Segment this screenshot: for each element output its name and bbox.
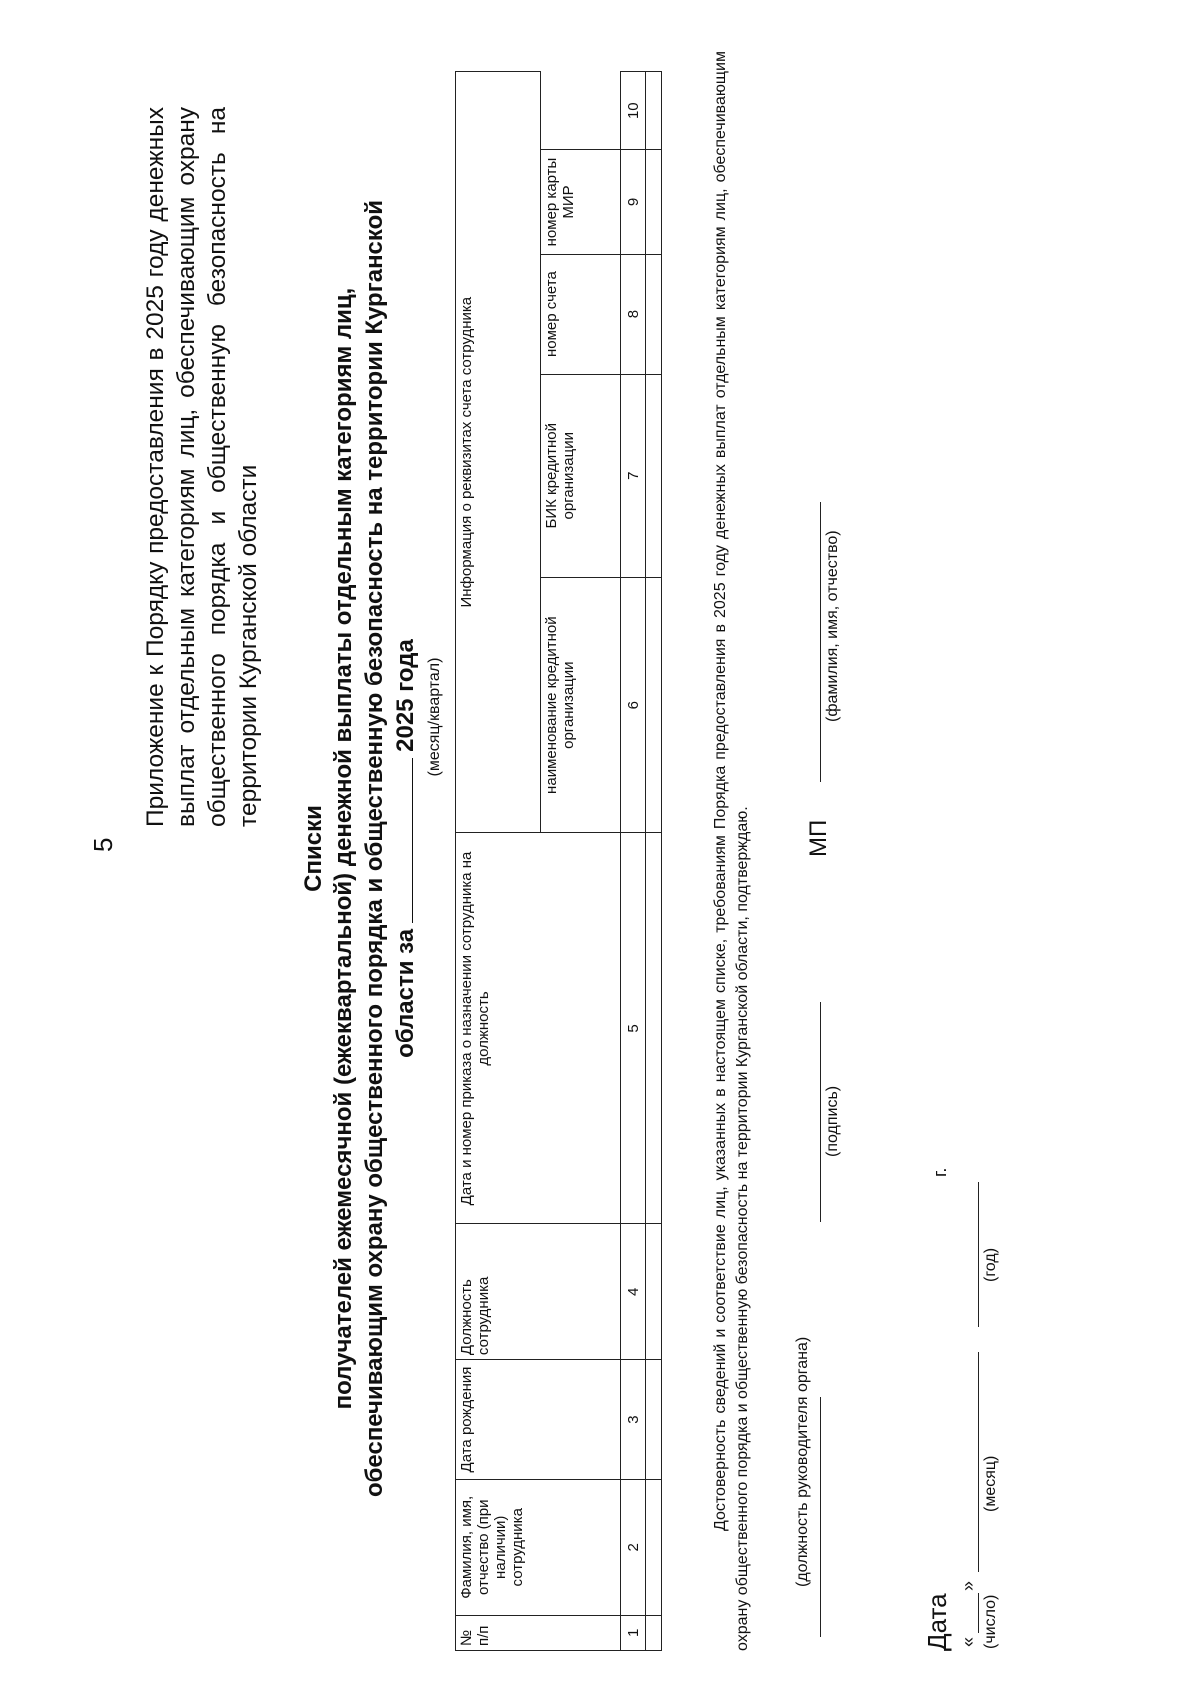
header-mir-card-number: номер карты МИР: [541, 150, 621, 254]
column-number: 4: [621, 1224, 646, 1360]
year-suffix: г.: [930, 1167, 950, 1177]
title-line-4: [392, 0, 420, 1697]
table-cell[interactable]: [646, 1224, 662, 1360]
column-number: 9: [621, 150, 646, 254]
column-number: 7: [621, 374, 646, 577]
header-number: № п/п: [456, 1615, 621, 1650]
title-line-3: обеспечивающим охрану общественного порядка и общественную безопасность на территории Курганской: [361, 199, 388, 1498]
table-cell[interactable]: [646, 577, 662, 833]
table-cell[interactable]: [646, 833, 662, 1224]
table-cell[interactable]: [646, 72, 662, 150]
header-bank-bik: БИК кредитной организации: [541, 374, 621, 577]
table-cell[interactable]: [646, 254, 662, 374]
title-period-suffix: 2025 года: [392, 639, 419, 752]
appendix-note: Приложение к Порядку предоставления в 2025 году денежных выплат отдельным категориям лиц, обеспечивающим охрану общественного порядка и общественную безопасность на территории Курганской области: [142, 107, 262, 827]
header-account-number: номер счета: [541, 254, 621, 374]
column-number: 3: [621, 1360, 646, 1480]
table-cell[interactable]: [646, 150, 662, 254]
year-line[interactable]: [978, 1182, 979, 1327]
column-number: 1: [621, 1615, 646, 1650]
position-line[interactable]: [820, 1397, 821, 1637]
header-birth-date: Дата рождения: [456, 1360, 621, 1480]
table-row: [646, 72, 662, 1651]
column-number: 6: [621, 577, 646, 833]
signature-line[interactable]: [820, 1002, 821, 1222]
column-number: 10: [621, 72, 646, 150]
name-hint: (фамилия, имя, отчество): [824, 530, 841, 722]
header-account-info: Информация о реквизитах счета сотрудника: [456, 72, 541, 833]
period-hint: (месяц/квартал): [426, 657, 443, 777]
period-blank-field[interactable]: [392, 758, 413, 923]
confirmation-text: Достоверность сведений и соответствие лиц, указанных в настоящем списке, требованиям Порядка предоставления в 2025 году денежных выплат отдельным категориям лиц, обеспечивающим охрану общественного порядка и общественную безопасность на территории Курганской области, подтверждаю.: [712, 51, 751, 1651]
header-bank-name: наименование кредитной организации: [541, 577, 621, 833]
signature-hint: (подпись): [824, 1085, 841, 1157]
header-full-name: Фамилия, имя, отчество (при наличии) сотрудника: [456, 1479, 621, 1615]
name-line[interactable]: [820, 502, 821, 782]
column-number: 2: [621, 1479, 646, 1615]
position-hint: (должность руководителя органа): [794, 1336, 811, 1587]
table-header-row: [456, 72, 541, 1651]
date-label: Дата: [922, 1593, 952, 1651]
title-period-prefix: области за: [392, 928, 419, 1058]
header-position: Должность сотрудника: [456, 1224, 621, 1360]
title-line-1: Списки: [300, 805, 327, 892]
page-number: 5: [88, 837, 118, 852]
table-cell[interactable]: [646, 1479, 662, 1615]
stamp-placeholder: МП: [805, 819, 832, 857]
table-cell[interactable]: [646, 374, 662, 577]
column-number: 8: [621, 254, 646, 374]
month-hint: (месяц): [982, 1455, 999, 1512]
column-number: 5: [621, 833, 646, 1224]
table-cell[interactable]: [646, 1360, 662, 1480]
table-cell[interactable]: [646, 1615, 662, 1650]
open-quote: «: [958, 1636, 978, 1647]
title-line-2: получателей ежемесячной (ежеквартальной) денежной выплаты отдельным категориям лиц,: [330, 287, 357, 1410]
day-hint: (число): [982, 1594, 999, 1649]
year-hint: (год): [982, 1247, 999, 1282]
close-quote: »: [958, 1580, 978, 1591]
month-line[interactable]: [978, 1352, 979, 1572]
recipients-table: [455, 71, 662, 1651]
day-line[interactable]: [978, 1593, 979, 1633]
header-appointment-order: Дата и номер приказа о назначении сотрудника на должность: [456, 833, 621, 1224]
column-number-row: [621, 72, 646, 1651]
